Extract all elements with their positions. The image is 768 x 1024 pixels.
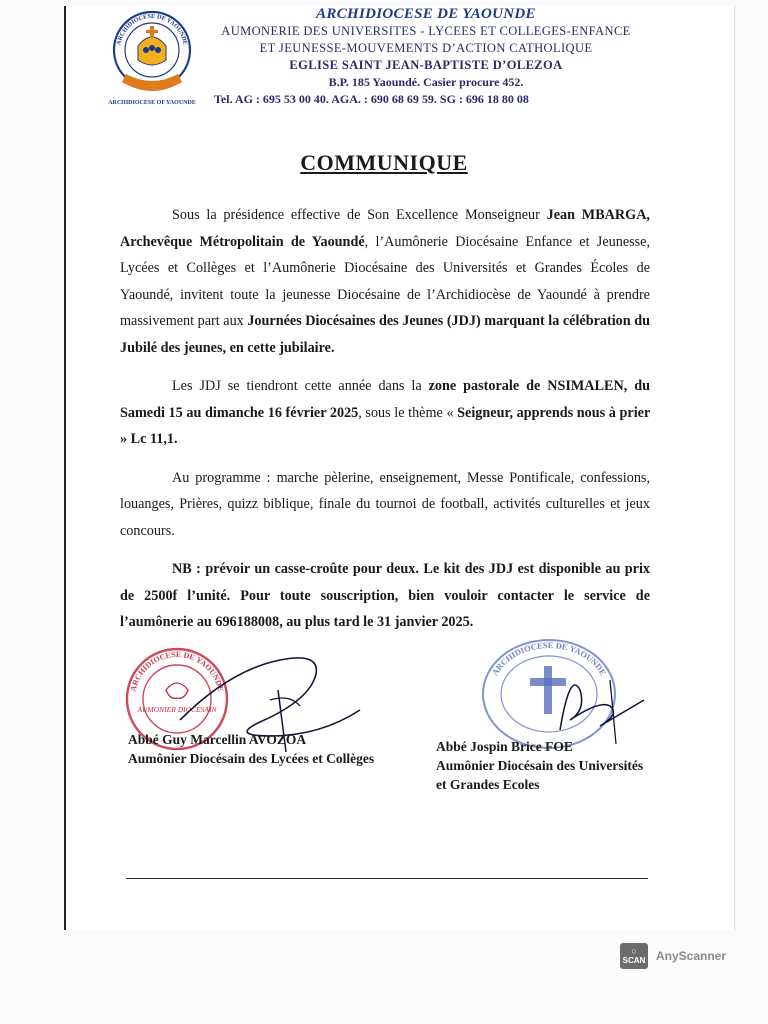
paragraph-programme: Au programme : marche pèlerine, enseignement, Messe Pontificale, confessions, louanges, Prières, quizz biblique, finale du tournoi de football, activités culturelles et jeux concours. (120, 469, 650, 539)
scanner-app-name: AnyScanner (656, 949, 727, 963)
archdiocese-logo (108, 8, 196, 112)
left-stamp-center: AUMONIER DIOCESAIN (137, 705, 217, 714)
right-signatory (436, 737, 706, 794)
scanner-badge-text: SCAN (622, 956, 646, 965)
scanner-badge-icon: ○ SCAN (620, 943, 648, 969)
left-signatory (128, 730, 388, 768)
letterhead-phones: Tel. AG : 695 53 00 40. AGA. : 690 68 69 59. SG : 696 18 80 08 (214, 92, 529, 106)
p2-text-c: , sous le thème « (358, 404, 458, 421)
logo-ring-top: ARCHIDIOCESE DE YAOUNDE (115, 12, 189, 46)
communique-body (120, 202, 650, 648)
p1-archbishop: Jean MBARGA, Archevêque Métropolitain de Yaoundé (120, 207, 650, 250)
p1-event: Journées Diocésaines des Jeunes (JDJ) marquant la célébration du Jubilé des jeunes, en cette jubilaire. (120, 313, 650, 356)
left-signatory-name: Abbé Guy Marcellin AVOZOA (128, 732, 307, 747)
left-stamp-ring: ARCHIDIOCESE DE YAOUNDE (128, 649, 226, 693)
footer-rule (126, 878, 648, 879)
p1-text-a: Sous la présidence effective de Son Excellence Monseigneur (172, 207, 547, 223)
letterhead (196, 6, 656, 108)
letterhead-church: EGLISE SAINT JEAN-BAPTISTE D’OLEZOA (289, 58, 563, 72)
paragraph-nb: NB : prévoir un casse-croûte pour deux. Le kit des JDJ est disponible au prix de 2500f l’unité. Pour toute souscription, bien vouloir contacter le service de l’aumônerie au 696188008, au plus tard le 31 janvier 2025. (120, 561, 650, 630)
p1-text-c: , l’Aumônerie Diocésaine Enfance et Jeunesse, Lycées et Collèges et l’Aumônerie Diocésaine des Universités et Grandes Écoles de Yaoundé, invitent toute la jeunesse Diocésaine de l’Archidiocèse de Yaoundé à prendre massivement part aux (120, 233, 650, 329)
p2-theme: Seigneur, apprends nous à prier (457, 404, 650, 421)
right-signatory-name: Abbé Jospin Brice FOE (436, 739, 573, 754)
logo-ring-bottom: ARCHIDIOCESE OF YAOUNDE (108, 100, 196, 106)
left-signatory-role: Aumônier Diocésain des Lycées et Collèges (128, 751, 375, 766)
right-stamp-ring: ARCHIDIOCESE DE YAOUNDE (489, 639, 609, 678)
letterhead-movements: ET JEUNESSE-MOUVEMENTS D’ACTION CATHOLIQUE (259, 41, 593, 55)
letterhead-chaplaincy: AUMONERIE DES UNIVERSITES - LYCEES ET COLLEGES-ENFANCE (221, 24, 631, 38)
right-signatory-role-2: et Grandes Ecoles (436, 777, 540, 792)
page-title: COMMUNIQUE (300, 150, 468, 175)
paragraph-intro (120, 202, 650, 361)
p2-venue-date: zone pastorale de NSIMALEN, du Samedi 15 au dimanche 16 février 2025 (120, 378, 650, 421)
paragraph-venue (120, 373, 650, 453)
scanner-watermark (620, 943, 726, 969)
p2-text-a: Les JDJ se tiendront cette année dans la (172, 378, 429, 394)
letterhead-postal: B.P. 185 Yaoundé. Casier procure 452. (328, 75, 524, 89)
right-signatory-role-1: Aumônier Diocésain des Universités (436, 758, 644, 773)
p2-reference: » Lc 11,1. (120, 431, 178, 447)
letterhead-archdiocese: ARCHIDIOCESE DE YAOUNDE (316, 6, 536, 22)
